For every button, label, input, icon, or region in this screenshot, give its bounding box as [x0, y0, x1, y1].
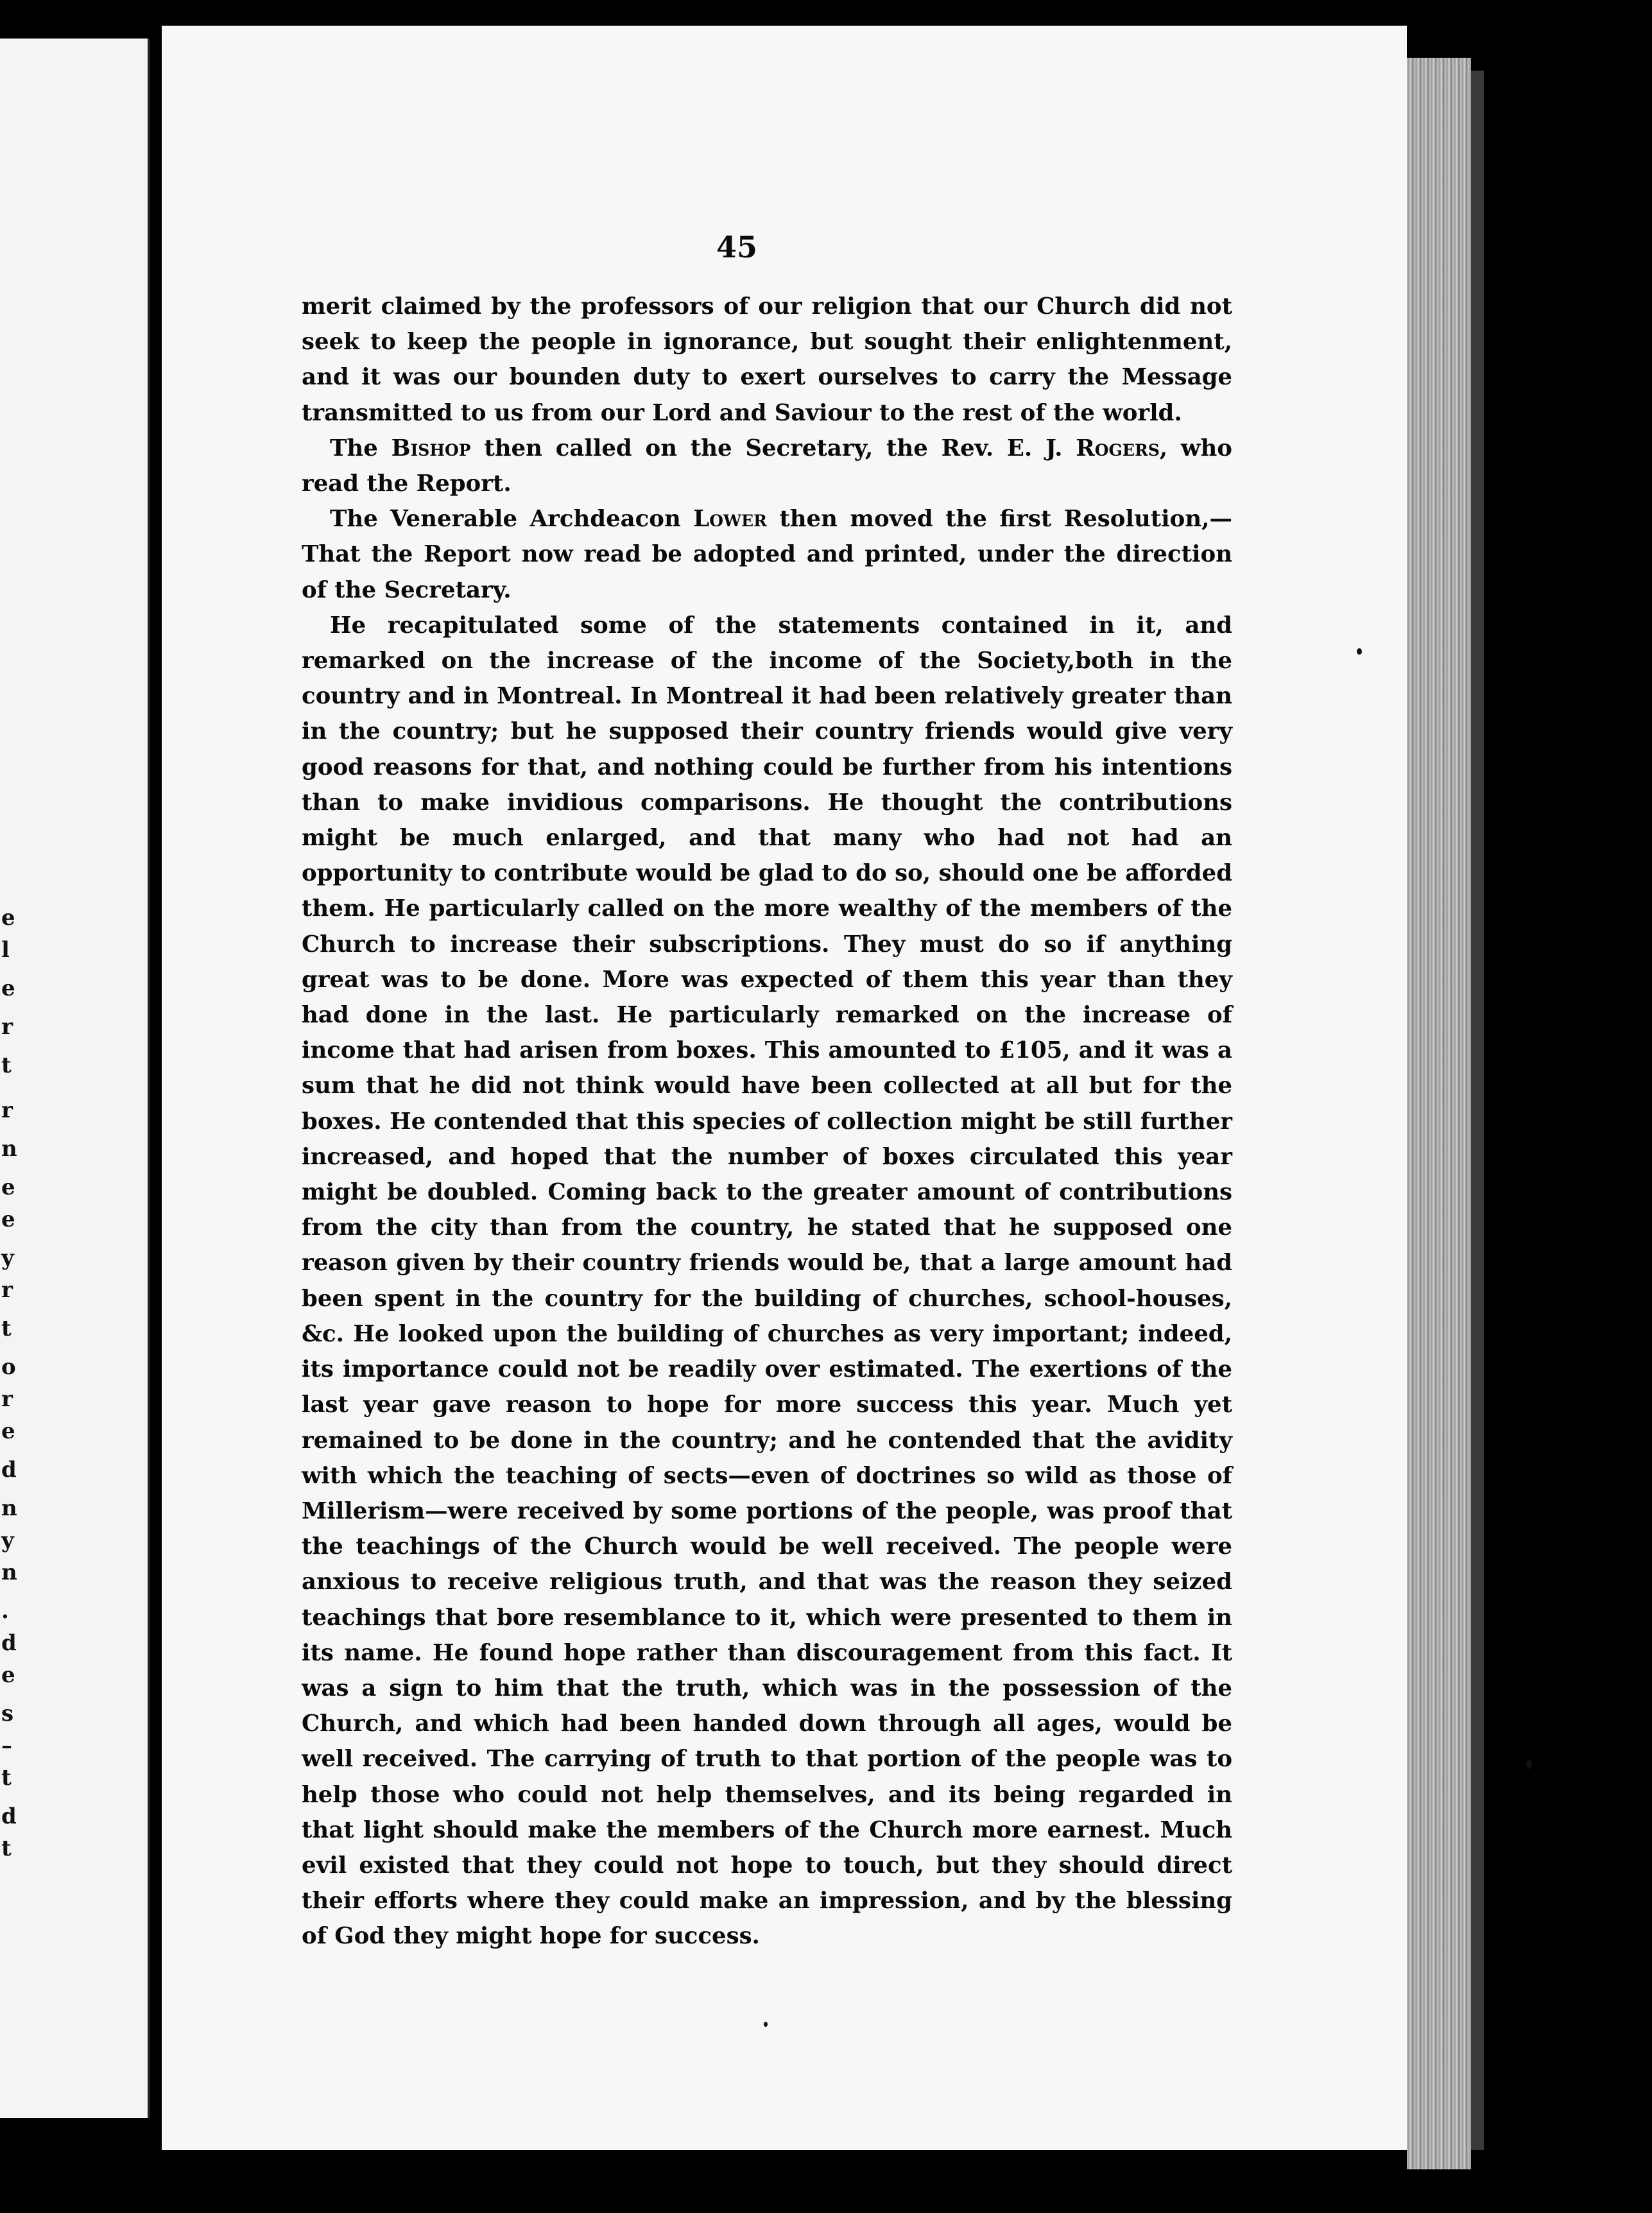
facing-page-letter: r: [1, 1098, 13, 1123]
body-text: [302, 289, 1232, 1954]
facing-page-letter: .: [1, 1598, 9, 1624]
paragraph: [302, 431, 1232, 501]
facing-page-letter: r: [1, 1386, 13, 1412]
facing-page-letter: r: [1, 1014, 13, 1040]
facing-page-letter: d: [1, 1630, 17, 1656]
paragraph-text: then called on the Secretary, the Rev. E. J.: [470, 435, 1076, 461]
facing-page-letter: n: [1, 1495, 17, 1521]
facing-page-letter: r: [1, 1277, 13, 1303]
facing-page-letter: e: [1, 1207, 15, 1232]
facing-page-letter: l: [1, 937, 10, 963]
paragraph: [302, 501, 1232, 608]
facing-page-letter: t: [1, 1316, 12, 1341]
facing-page-letter: e: [1, 905, 15, 931]
page-stack-edge: [1407, 58, 1471, 2169]
facing-page-letter: t: [1, 1836, 12, 1861]
facing-page-letter: n: [1, 1560, 17, 1585]
facing-page-letter: d: [1, 1457, 17, 1483]
scan-speck: [1357, 648, 1362, 655]
small-caps-name: Bishop: [391, 435, 471, 461]
facing-page-letter: y: [1, 1245, 14, 1271]
facing-page-letter: d: [1, 1804, 17, 1829]
paragraph-text: then moved the first Resolution,—That the Report now read be adopted and printed, under the direction of the Secretary.: [302, 506, 1232, 603]
paragraph: [302, 289, 1232, 431]
facing-page-letter: e: [1, 1418, 15, 1444]
paragraph: [302, 608, 1232, 1954]
facing-page-letter: e: [1, 976, 15, 1001]
facing-page-letter: o: [1, 1354, 16, 1380]
facing-page-letter: s: [1, 1701, 14, 1726]
facing-page-letter: t: [1, 1053, 12, 1078]
scan-speck: [1526, 1760, 1532, 1769]
paragraph-text: He recapitulated some of the statements contained in it, and remarked on the increase of the income of the Society,both in the country and in Montreal. In Montreal it had been relatively greater than in the country; but he supposed their country friends would give very good reasons for that, and nothing could be further from his intentions than to make invidious comparisons. He thought the contributions might be much enlarged, and that many who had not had an opportunity to contribute would be glad to do so, should one be afforded them. He particularly called on the more wealthy of the members of the Church to increase their subscriptions. They must do so if anything great was to be done. More was expected of them this year than they had done in the last. He particularly remarked on the increase of income that had arisen from boxes. This amounted to £105, and it was a sum that he did not think would have been collected at all but for the boxes. He contended that this species of collection might be still further increased, and hoped that the number of boxes circulated this year might be doubled. Coming back to the greater amount of contributions from the city than from the country, he stated that he supposed one reason given by their country friends would be, that a large amount had been spent in the country for the building of churches, school-houses, &c. He looked upon the building of churches as very important; indeed, its importance could not be readily over estimated. The exertions of the last year gave reason to hope for more success this year. Much yet remained to be done in the country; and he contended that the avidity with which the teaching of sects—even of doctrines so wild as those of Millerism—were received by some portions of the people, was proof that the teachings of the Church would be well received. The people were anxious to receive religious truth, and that was the reason they seized teachings that bore resemblance to it, which were presented to them in its name. He found hope rather than discouragement from this fact. It was a sign to him that the truth, which was in the possession of the Church, and which had been handed down through all ages, would be well received. The carrying of truth to that portion of the people was to help those who could not help themselves, and its being regarded in that light should make the members of the Church more earnest. Much evil existed that they could not hope to touch, but they should direct their efforts where they could make an impression, and by the blessing of God they might hope for success.: [302, 612, 1232, 1950]
facing-page-letter: –: [1, 1733, 12, 1759]
paragraph-text: , who read the Report.: [302, 435, 1232, 497]
paragraph-text: The: [330, 435, 391, 461]
small-caps-name: Lower: [693, 506, 767, 533]
page-number: 45: [716, 230, 758, 264]
facing-page-letter: e: [1, 1662, 15, 1688]
paragraph-text: The Venerable Archdeacon: [330, 506, 694, 533]
binding-shadow: [1471, 71, 1484, 2150]
small-caps-name: Rogers: [1076, 435, 1160, 461]
facing-page-letter: y: [1, 1528, 14, 1553]
facing-page-letter: t: [1, 1765, 12, 1791]
scan-speck: [764, 2022, 768, 2027]
facing-page-letter: e: [1, 1175, 15, 1200]
facing-page-edge: [0, 39, 150, 2118]
facing-page-letter: n: [1, 1136, 17, 1162]
paragraph-text: merit claimed by the professors of our religion that our Church did not seek to keep the people in ignorance, but sought their enlightenment, and it was our bounden duty to exert ourselves to carry the Message transmitted to us from our Lord and Saviour to the rest of the world.: [302, 293, 1232, 426]
